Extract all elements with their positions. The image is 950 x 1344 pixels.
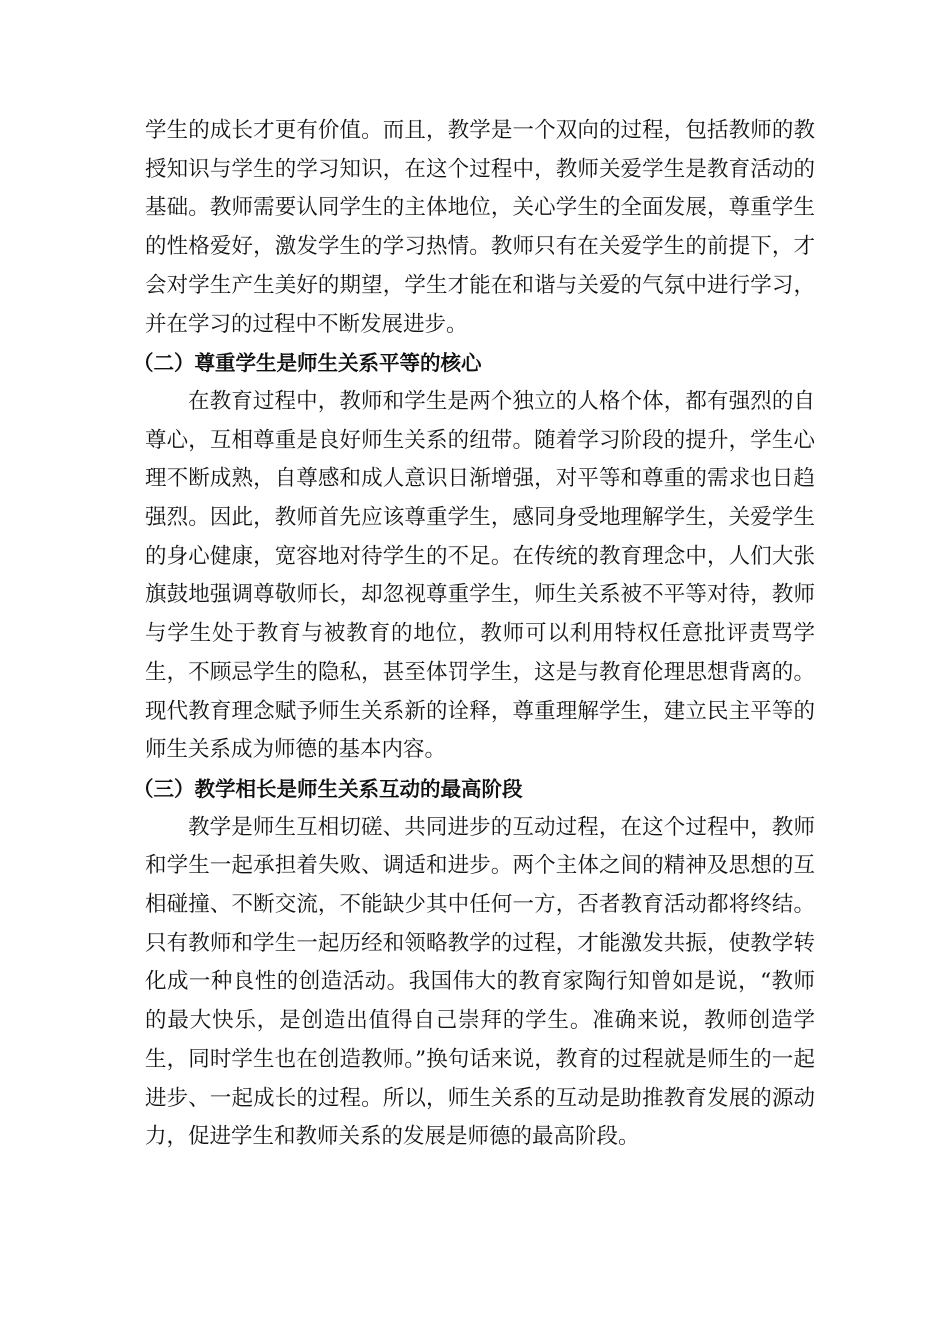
paragraph-respect: 在教育过程中，教师和学生是两个独立的人格个体，都有强烈的自尊心，互相尊重是良好师生关系的纽带。随着学习阶段的提升，学生心理不断成熟，自尊感和成人意识日渐增强，对平等和尊重的需求也日趋强烈。因此，教师首先应该尊重学生，感同身受地理解学生，关爱学生的身心健康，宽容地对待学生的不足。在传统的教育理念中，人们大张旗鼓地强调尊敬师长，却忽视尊重学生，师生关系被不平等对待，教师与学生处于教育与被教育的地位，教师可以利用特权任意批评责骂学生，不顾忌学生的隐私，甚至体罚学生，这是与教育伦理思想背离的。现代教育理念赋予师生关系新的诠释，尊重理解学生，建立民主平等的师生关系成为师德的基本内容。 <box>145 388 815 763</box>
paragraph-mutual-growth: 教学是师生互相切磋、共同进步的互动过程，在这个过程中，教师和学生一起承担着失败、调适和进步。两个主体之间的精神及思想的互相碰撞、不断交流，不能缺少其中任何一方，否者教育活动都将终结。只有教师和学生一起历经和领略教学的过程，才能激发共振，使教学转化成一种良性的创造活动。我国伟大的教育家陶行知曾如是说，“教师的最大快乐，是创造出值得自己崇拜的学生。准确来说，教师创造学生，同时学生也在创造教师。”换句话来说，教育的过程就是师生的一起进步、一起成长的过程。所以，师生关系的互动是助推教育发展的源动力，促进学生和教师关系的发展是师德的最高阶段。 <box>145 814 815 1150</box>
document-page <box>133 112 815 1157</box>
section-heading-mutual-growth: （三）教学相长是师生关系互动的最高阶段 <box>133 776 523 801</box>
paragraph-continuation: 学生的成长才更有价值。而且，教学是一个双向的过程，包括教师的教授知识与学生的学习知识，在这个过程中，教师关爱学生是教育活动的基础。教师需要认同学生的主体地位，关心学生的全面发展，尊重学生的性格爱好，激发学生的学习热情。教师只有在关爱学生的前提下，才会对学生产生美好的期望，学生才能在和谐与关爱的气氛中进行学习，并在学习的过程中不断发展进步。 <box>145 118 815 337</box>
section-heading-respect: （二）尊重学生是师生关系平等的核心 <box>133 351 482 376</box>
